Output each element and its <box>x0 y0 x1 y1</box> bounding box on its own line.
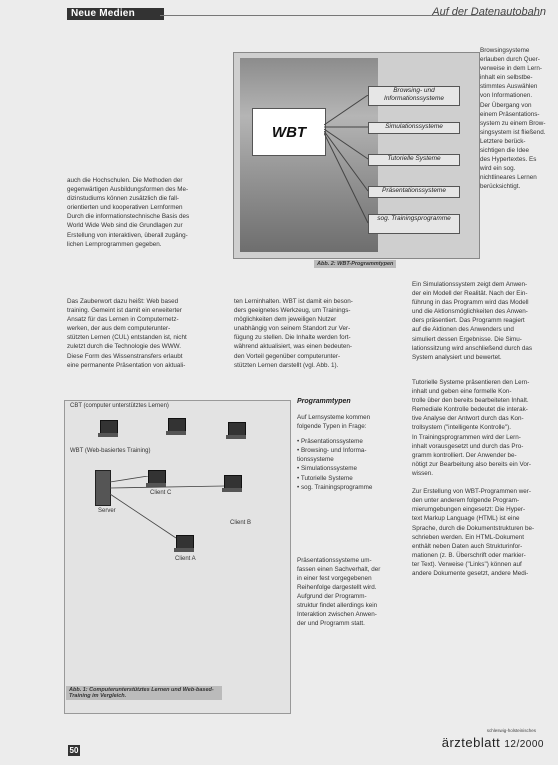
client-b-label: Client B <box>230 520 252 526</box>
text-left-top: auch die Hochschulen. Die Methoden der gegenwärtigen Ausbildungsformen des Me- dizinstudiums können zusätzlich die fall- orientierten und kooperativen Lernformen Durch die informationstechnische Basis des World Wide Web sind die Grundlagen zur Erstellung von interaktiven, überall zugäng- lichen Lernprogrammen gegeben. <box>67 177 190 248</box>
computer-icon <box>168 418 186 432</box>
program-types-body: Präsentationssysteme um- fassen einen Sachverhalt, der in einer fest vorgegebenen Reihenfolge dargestellt wird. Aufgrund der Programm- struktur findet allerdings kein Interaktion zwischen Anwen- der und Programm statt. <box>297 556 381 628</box>
computer-base <box>98 433 118 437</box>
bullet-item: • Simulationssysteme <box>297 465 357 473</box>
network-arrows <box>108 476 238 551</box>
program-types-heading: Programmtypen <box>297 398 351 405</box>
client-a-label: Client A <box>175 556 196 562</box>
type-training: sog. Trainingsprogramme <box>368 214 460 234</box>
publisher-label: schleswig-holsteinisches <box>486 728 536 733</box>
computer-icon <box>228 422 246 436</box>
type-simulation: Simulationssysteme <box>368 122 460 134</box>
figure2-caption: Abb. 1: Computerunterstütztes Lernen und Web-based-Training im Vergleich. <box>66 686 222 700</box>
cbt-label: CBT (computer unterstütztes Lernen) <box>70 403 169 409</box>
text-right-bottom: Tutorielle Systeme präsentieren den Lern- inhalt und geben eine formelle Kon- trolle über den bereits bearbeiteten Inhalt. Remediale Kontrolle bedeutet die interak- tive Analyse der Antwort durch das Kon- trollsystem ("intelligente Kontrolle"). In Trainingsprogrammen wird der Lern- inhalt vorausgesetzt und durch das Pro- gramm kontrolliert. Der Anwender be- nötigt zur Bearbeitung also bereits ein Vor- wissen. Zur Erstellung von WBT-Programmen wer- den unter anderem folgende Program- mierumgebungen eingesetzt: Die Hyper- text Markup Language (HTML) ist eine Sprache, durch die Dokumentstrukturen be- schrieben werden. Ein HTML-Dokument enthält neben Daten auch Strukturinfor- mationen (z. B. Überschrift oder markier- ter Text). Verweise ("Links") können auf andere Dokumente gesetzt, andere Medi- <box>412 379 535 577</box>
type-browsing: Browsing- und Informationssysteme <box>368 86 460 106</box>
program-types-intro: Auf Lernsysteme kommen folgende Typen in Frage: <box>297 414 371 431</box>
text-right-top: Browsingsysteme erlauben durch Quer- verweise in dem Lern- inhalt ein selbstbe- stimmtes Auswählen von Informationen. Der Übergang von einem Präsentations- system zu einem Brow- singsystem ist fließend. Letztere berück- sichtigen die Idee des Hypertextes. Es wird ein sog. nichtlineares Lernen berücksichtigt. <box>480 47 546 191</box>
bullet-item: • sog. Trainingsprogramme <box>297 483 373 491</box>
wbt-diagram-label: WBT (Web-basiertes Training) <box>70 448 151 454</box>
bullet-item: • Präsentationssysteme <box>297 438 363 446</box>
computer-base <box>226 435 246 439</box>
page-header-title: Auf der Datenautobahn <box>432 6 546 18</box>
type-tutorial: Tutorielle Systeme <box>368 154 460 166</box>
figure1-caption: Abb. 2: WBT-Programmtypen <box>314 260 396 268</box>
text-right-mid: Ein Simulationssystem zeigt dem Anwen- der ein Modell der Realität. Nach der Ein- führung in das Programm wird das Modell und die Aktionsmöglichkeiten des Anwen- ders präsentiert. Das Programm reagiert auf die Aktionen des Anwenders und simuliert dessen Ergebnisse. Die Simu- lationssitzung wird anschließend durch das System analysiert und bewertet. <box>412 281 533 361</box>
wbt-label: WBT <box>252 108 326 156</box>
figure1-arrows <box>324 95 369 225</box>
text-mid-bottom: ten Lerninhalten. WBT ist damit ein beson- ders geeignetes Werkzeug, um Trainings- möglichkeiten dem jeweiligen Nutzer unabhängig von seinem Standort zur Ver- fügung zu stellen. Die Inhalte werden fort- während aktualisiert, was einen bedeuten- den Vorteil gegenüber computerunter- stützten Lernen darstellt (vgl. Abb. 1). <box>234 298 353 369</box>
bullet-item: • Tutorielle Systeme <box>297 474 353 482</box>
section-label: Neue Medien <box>67 8 164 20</box>
program-types-box <box>297 398 410 708</box>
type-presentation: Präsentationssysteme <box>368 186 460 198</box>
computer-icon <box>100 420 118 434</box>
computer-base <box>166 431 186 435</box>
server-label: Server <box>98 508 116 514</box>
page-number: 50 <box>69 746 79 755</box>
bullet-item: • Browsing- und Informa- tionssysteme <box>297 447 367 464</box>
text-left-bottom: Das Zauberwort dazu heißt: Web based training. Gemeint ist damit ein erweiterter Ansatz für das Lernen in Computernetz- werken, der aus dem computerunter- stützten Lernen (CUL) entstanden ist, nicht zuletzt durch die Technologie des WWW. Diese Form des Wissenstransfers erlaubt eine permanente Präsentation von aktuali- <box>67 298 187 369</box>
client-c-label: Client C <box>150 490 172 496</box>
journal-brand: ärzteblatt 12/2000 <box>441 735 544 750</box>
